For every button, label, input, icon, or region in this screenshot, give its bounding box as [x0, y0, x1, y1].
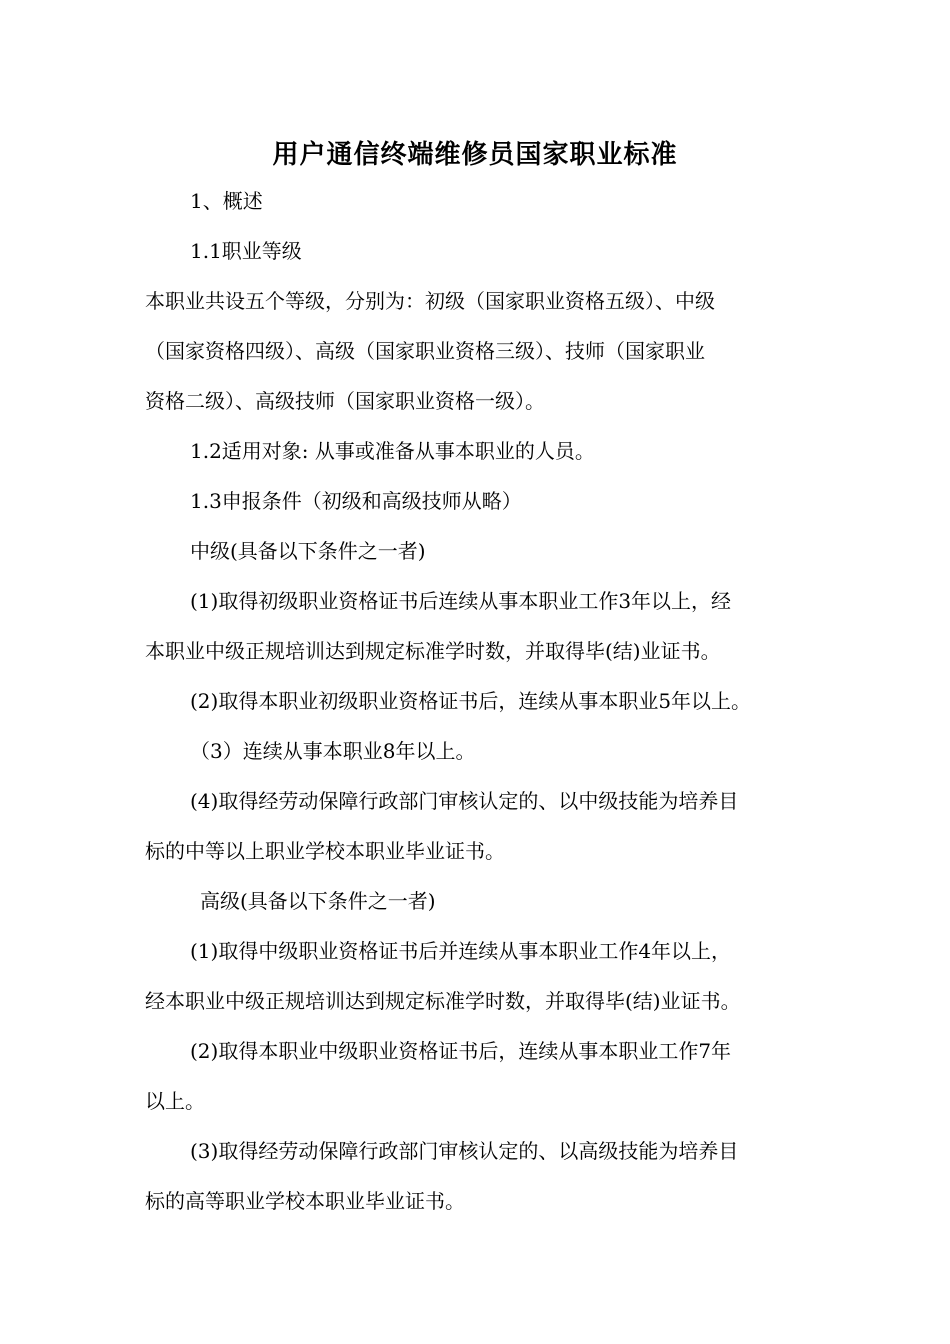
text-line: 以上。	[145, 1089, 205, 1113]
text-line: 高级(具备以下条件之一者)	[200, 889, 436, 913]
text-line: （国家资格四级）、高级（国家职业资格三级）、技师（国家职业	[145, 339, 705, 363]
text-line: 1.1职业等级	[190, 239, 302, 263]
text-line: 经本职业中级正规培训达到规定标准学时数，并取得毕(结)业证书。	[145, 989, 741, 1013]
text-line: (3)取得经劳动保障行政部门审核认定的、以高级技能为培养目	[190, 1139, 739, 1163]
text-line: (1)取得中级职业资格证书后并连续从事本职业工作4年以上，	[190, 939, 732, 963]
text-line: 本职业共设五个等级，分别为：初级（国家职业资格五级）、中级	[145, 289, 715, 313]
text-line: 1.3申报条件（初级和高级技师从略）	[190, 489, 522, 513]
text-line: (4)取得经劳动保障行政部门审核认定的、以中级技能为培养目	[190, 789, 739, 813]
text-line: (1)取得初级职业资格证书后连续从事本职业工作3年以上，经	[190, 589, 732, 613]
text-line: 本职业中级正规培训达到规定标准学时数，并取得毕(结)业证书。	[145, 639, 721, 663]
text-line: (2)取得本职业初级职业资格证书后，连续从事本职业5年以上。	[190, 689, 752, 713]
text-line: 中级(具备以下条件之一者)	[190, 539, 426, 563]
text-line: 资格二级）、高级技师（国家职业资格一级）。	[145, 389, 545, 413]
text-line: （3）连续从事本职业8年以上。	[190, 739, 476, 763]
text-line: 1、概述	[190, 189, 263, 213]
text-line: (2)取得本职业中级职业资格证书后，连续从事本职业工作7年	[190, 1039, 732, 1063]
text-line: 标的中等以上职业学校本职业毕业证书。	[145, 839, 505, 863]
text-line: 1.2适用对象: 从事或准备从事本职业的人员。	[190, 439, 595, 463]
document-title: 用户通信终端维修员国家职业标准	[272, 140, 678, 170]
text-line: 标的高等职业学校本职业毕业证书。	[145, 1189, 465, 1213]
